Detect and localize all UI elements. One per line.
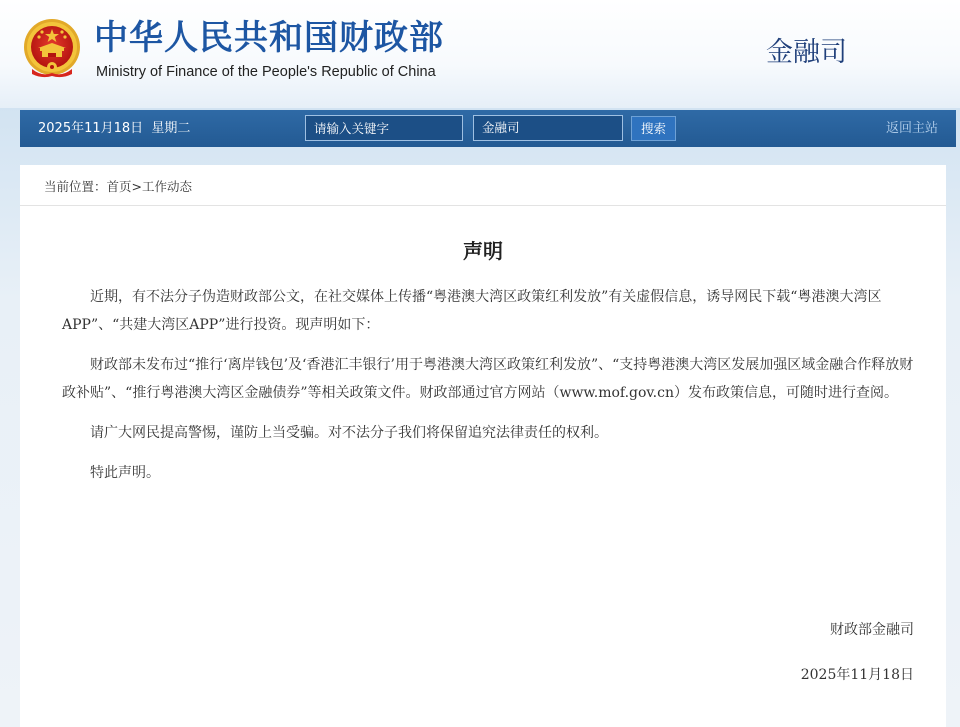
keyword-search-input[interactable]: [305, 115, 463, 141]
article-sign-date: 2025年11月18日: [800, 667, 914, 683]
national-emblem-icon: [22, 17, 82, 79]
breadcrumb-current-link[interactable]: 工作动态: [142, 179, 193, 194]
department-name: 金融司: [766, 37, 847, 68]
article-title: 声明: [463, 239, 503, 263]
article-paragraph: 财政部未发布过“推行‘离岸钱包’及‘香港汇丰银行’用于粤港澳大湾区政策红利发放”、“支持粤港澳大湾区发展加强区域金融合作释放财政补贴”、“推行粤港澳大湾区金融债券”等相关政策文件。财政部通过官方网站（www.mof.gov.cn）发布政策信息，可随时进行查阅。: [62, 357, 914, 401]
article-paragraph: 请广大网民提高警惕，谨防上当受骗。对不法分子我们将保留追究法律责任的权利。: [90, 425, 608, 441]
article-signature: 财政部金融司: [830, 622, 914, 638]
site-header: [0, 0, 960, 108]
article-paragraph: 近期，有不法分子伪造财政部公文，在社交媒体上传播“粤港澳大湾区政策红利发放”有关虚假信息，诱导网民下载“粤港澳大湾区APP”、“共建大湾区APP”进行投资。现声明如下：: [62, 289, 882, 333]
back-to-main-site-link[interactable]: 返回主站: [885, 121, 938, 136]
search-button[interactable]: 搜索: [631, 116, 676, 141]
search-scope-select[interactable]: 金融司: [473, 115, 623, 141]
breadcrumb-home-link[interactable]: 首页: [106, 179, 132, 194]
site-title-en: Ministry of Finance of the People's Republic of China: [96, 64, 436, 80]
breadcrumb-prefix: 当前位置：: [44, 179, 107, 194]
breadcrumb: [20, 165, 946, 206]
article-paragraph: 特此声明。: [90, 465, 160, 481]
content-panel: [20, 165, 946, 727]
nav-bar: [20, 110, 956, 147]
article-body: [62, 283, 914, 499]
breadcrumb-separator: >: [131, 179, 143, 194]
site-title-cn: 中华人民共和国财政部: [94, 18, 444, 58]
current-date: 2025年11月18日 星期二: [38, 121, 191, 136]
